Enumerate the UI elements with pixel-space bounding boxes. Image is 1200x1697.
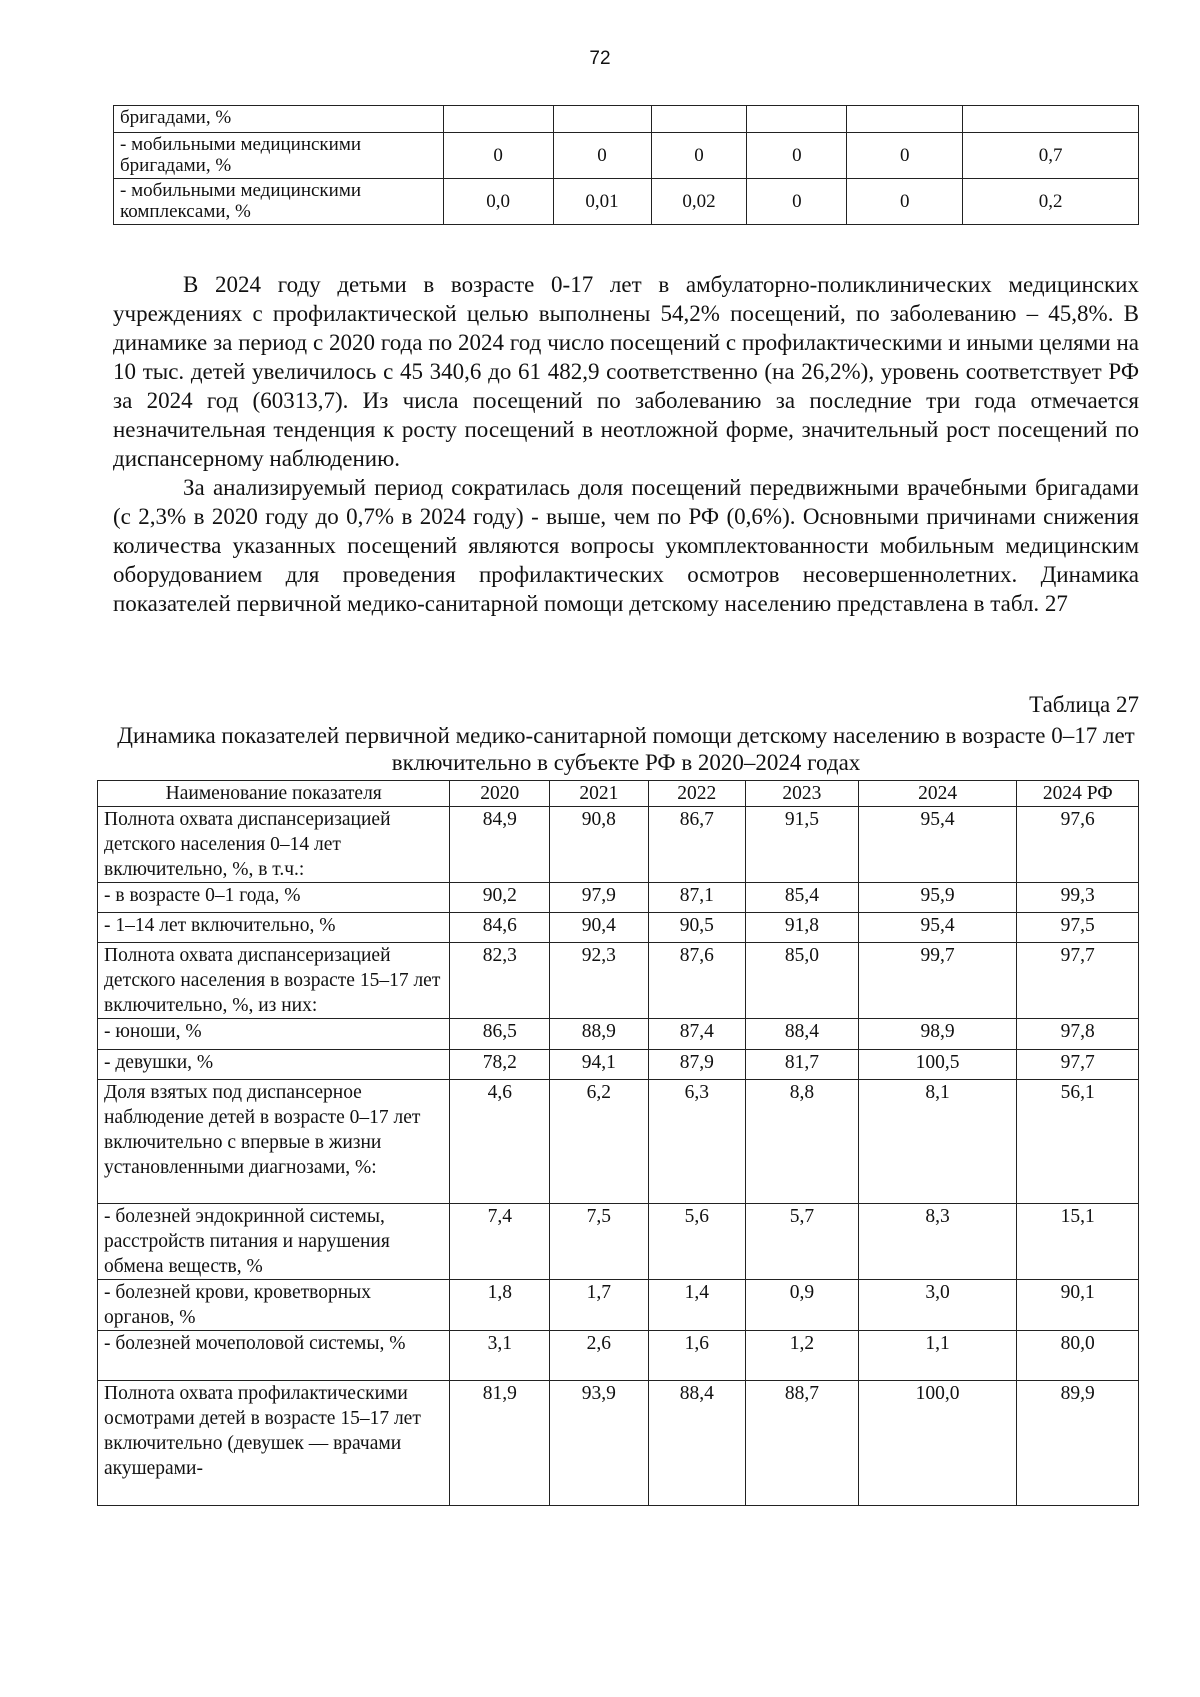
table-label: Таблица 27 (1029, 692, 1139, 717)
table-row (98, 1280, 1139, 1331)
table-row (98, 1204, 1139, 1280)
cell-value: 8,8 (746, 1080, 859, 1204)
cell-value (747, 106, 847, 133)
cell-value: 97,7 (1017, 1050, 1139, 1080)
cell-value: 6,3 (648, 1080, 745, 1204)
table-row (98, 913, 1139, 943)
table-row (98, 1331, 1139, 1381)
cell-value: 3,0 (858, 1280, 1017, 1331)
table-caption: Динамика показателей первичной медико-санитарной помощи детскому населению в возрасте 0–17 лет включительно в субъекте РФ в 2020–2024 годах (117, 723, 1135, 775)
cell-value: 80,0 (1017, 1331, 1139, 1381)
cell-value: 7,4 (450, 1204, 550, 1280)
cell-value: 98,9 (858, 1019, 1017, 1050)
cell-value: 86,5 (450, 1019, 550, 1050)
cell-value: 93,9 (550, 1381, 649, 1506)
cell-value: 0,02 (651, 179, 747, 225)
cell-value: 0 (553, 133, 651, 179)
cell-value: 87,1 (648, 883, 745, 913)
row-label: - девушки, % (98, 1050, 450, 1080)
table-row (98, 1080, 1139, 1204)
cell-value: 4,6 (450, 1080, 550, 1204)
cell-value: 0 (443, 133, 553, 179)
row-label: бригадами, % (114, 106, 444, 133)
top-table (113, 105, 1139, 225)
cell-value: 91,8 (746, 913, 859, 943)
cell-value: 88,7 (746, 1381, 859, 1506)
cell-value: 0 (747, 179, 847, 225)
cell-value: 87,6 (648, 943, 745, 1019)
cell-value: 1,2 (746, 1331, 859, 1381)
main-table (97, 780, 1139, 1506)
cell-value: 95,4 (858, 913, 1017, 943)
cell-value: 95,9 (858, 883, 1017, 913)
row-label: Полнота охвата диспансеризацией детского населения 0–14 лет включительно, %, в т.ч.: (98, 807, 450, 883)
cell-value: 56,1 (1017, 1080, 1139, 1204)
cell-value: 0 (747, 133, 847, 179)
table-row (98, 883, 1139, 913)
cell-value: 0,01 (553, 179, 651, 225)
cell-value: 0,9 (746, 1280, 859, 1331)
cell-value: 81,9 (450, 1381, 550, 1506)
cell-value: 1,6 (648, 1331, 745, 1381)
cell-value: 82,3 (450, 943, 550, 1019)
cell-value: 0,7 (963, 133, 1139, 179)
cell-value: 88,4 (746, 1019, 859, 1050)
row-label: - в возрасте 0–1 года, % (98, 883, 450, 913)
cell-value: 97,8 (1017, 1019, 1139, 1050)
table-row (98, 1050, 1139, 1080)
table-row (114, 179, 1139, 225)
cell-value: 90,2 (450, 883, 550, 913)
cell-value: 100,5 (858, 1050, 1017, 1080)
cell-value: 90,1 (1017, 1280, 1139, 1331)
row-label: Полнота охвата профилактическими осмотрами детей в возрасте 15–17 лет включительно (девушек — врачами акушерами- (98, 1381, 450, 1506)
cell-value (651, 106, 747, 133)
cell-value: 88,4 (648, 1381, 745, 1506)
cell-value: 97,9 (550, 883, 649, 913)
cell-value: 97,5 (1017, 913, 1139, 943)
cell-value: 1,4 (648, 1280, 745, 1331)
table-row (98, 1019, 1139, 1050)
cell-value: 78,2 (450, 1050, 550, 1080)
cell-value: 8,1 (858, 1080, 1017, 1204)
cell-value: 87,9 (648, 1050, 745, 1080)
row-label: - болезней крови, кроветворных органов, % (98, 1280, 450, 1331)
cell-value: 85,0 (746, 943, 859, 1019)
column-header: Наименование показателя (98, 781, 450, 807)
cell-value: 84,6 (450, 913, 550, 943)
cell-value: 1,1 (858, 1331, 1017, 1381)
cell-value: 3,1 (450, 1331, 550, 1381)
cell-value: 0 (651, 133, 747, 179)
cell-value: 86,7 (648, 807, 745, 883)
row-label: - мобильными медицинскими комплексами, % (114, 179, 444, 225)
cell-value: 95,4 (858, 807, 1017, 883)
column-header: 2023 (746, 781, 859, 807)
cell-value: 88,9 (550, 1019, 649, 1050)
cell-value: 0 (847, 179, 963, 225)
column-header: 2022 (648, 781, 745, 807)
cell-value: 91,5 (746, 807, 859, 883)
cell-value (443, 106, 553, 133)
cell-value: 0,2 (963, 179, 1139, 225)
row-label: - болезней мочеполовой системы, % (98, 1331, 450, 1381)
page-number: 72 (589, 48, 611, 69)
table-row (98, 943, 1139, 1019)
cell-value (553, 106, 651, 133)
cell-value: 89,9 (1017, 1381, 1139, 1506)
body-text (113, 270, 1139, 618)
table-row (114, 106, 1139, 133)
cell-value: 81,7 (746, 1050, 859, 1080)
row-label: Полнота охвата диспансеризацией детского населения в возрасте 15–17 лет включительно, %, из них: (98, 943, 450, 1019)
cell-value: 1,8 (450, 1280, 550, 1331)
cell-value: 99,7 (858, 943, 1017, 1019)
paragraph: В 2024 году детьми в возрасте 0-17 лет в амбулаторно-поликлинических медицинских учреждениях с профилактической целью выполнены 54,2% посещений, по заболеванию – 45,8%. В динамике за период с 2020 года по 2024 год число посещений с профилактическими и иными целями на 10 тыс. детей увеличилось с 45 340,6 до 61 482,9 соответственно (на 26,2%), уровень соответствует РФ за 2024 год (60313,7). Из числа посещений по заболеванию за последние три года отмечается незначительная тенденция к росту посещений в неотложной форме, значительный рост посещений по диспансерному наблюдению. (113, 272, 1139, 471)
column-header: 2024 РФ (1017, 781, 1139, 807)
cell-value: 90,4 (550, 913, 649, 943)
cell-value: 5,7 (746, 1204, 859, 1280)
cell-value: 85,4 (746, 883, 859, 913)
row-label: - мобильными медицинскими бригадами, % (114, 133, 444, 179)
paragraph: За анализируемый период сократилась доля посещений передвижными врачебными бригадами (с 2,3% в 2020 году до 0,7% в 2024 году) - выше, чем по РФ (0,6%). Основными причинами снижения количества указанных посещений являются вопросы укомплектованности мобильным медицинским оборудованием для проведения профилактических осмотров несовершеннолетних. Динамика показателей первичной медико-санитарной помощи детскому населению представлена в табл. 27 (113, 475, 1139, 616)
column-header: 2021 (550, 781, 649, 807)
table-row (98, 807, 1139, 883)
cell-value: 97,6 (1017, 807, 1139, 883)
cell-value: 84,9 (450, 807, 550, 883)
cell-value: 0,0 (443, 179, 553, 225)
cell-value: 87,4 (648, 1019, 745, 1050)
cell-value: 99,3 (1017, 883, 1139, 913)
cell-value: 5,6 (648, 1204, 745, 1280)
cell-value: 8,3 (858, 1204, 1017, 1280)
table-row (98, 1381, 1139, 1506)
cell-value (847, 106, 963, 133)
cell-value: 97,7 (1017, 943, 1139, 1019)
cell-value: 90,5 (648, 913, 745, 943)
table-row (114, 133, 1139, 179)
cell-value: 2,6 (550, 1331, 649, 1381)
row-label: - 1–14 лет включительно, % (98, 913, 450, 943)
table-header-row (98, 781, 1139, 807)
row-label: Доля взятых под диспансерное наблюдение детей в возрасте 0–17 лет включительно с впервые в жизни установленными диагнозами, %: (98, 1080, 450, 1204)
column-header: 2020 (450, 781, 550, 807)
cell-value: 90,8 (550, 807, 649, 883)
cell-value: 7,5 (550, 1204, 649, 1280)
cell-value: 1,7 (550, 1280, 649, 1331)
cell-value: 100,0 (858, 1381, 1017, 1506)
row-label: - юноши, % (98, 1019, 450, 1050)
cell-value: 92,3 (550, 943, 649, 1019)
cell-value (963, 106, 1139, 133)
cell-value: 0 (847, 133, 963, 179)
cell-value: 94,1 (550, 1050, 649, 1080)
cell-value: 15,1 (1017, 1204, 1139, 1280)
column-header: 2024 (858, 781, 1017, 807)
cell-value: 6,2 (550, 1080, 649, 1204)
row-label: - болезней эндокринной системы, расстройств питания и нарушения обмена веществ, % (98, 1204, 450, 1280)
